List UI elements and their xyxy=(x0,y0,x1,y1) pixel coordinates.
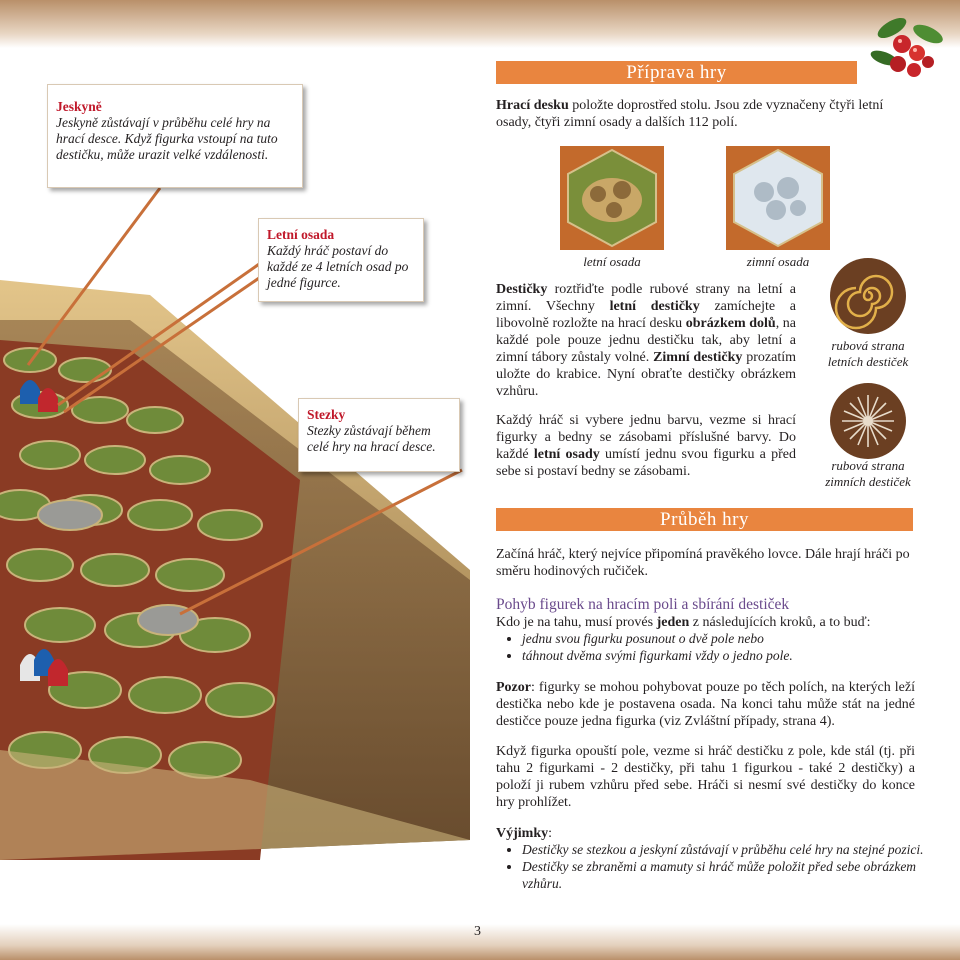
text: umístí jednu svou figurku a před sebe si postaví bedny se zásobami. xyxy=(496,447,796,479)
progress-turn-paragraph xyxy=(496,614,916,631)
text: , na každé pole pouze jednu destičku tak, aby letní a zimní tábory zůstaly volné. xyxy=(496,316,797,365)
bold-face-down: obrázkem dolů xyxy=(685,316,776,331)
text: rubová strana xyxy=(831,458,905,473)
berries-icon xyxy=(862,6,952,86)
callout-cave-body: Jeskyně zůstávají v průběhu celé hry na hrací desce. Když figurka vstoupí na tuto destičku, může urazit velké vzdálenosti. xyxy=(56,115,278,162)
caption-summer-back xyxy=(808,338,928,370)
bold-summer-tiles: letní destičky xyxy=(609,299,700,314)
text: zimních destiček xyxy=(825,474,911,489)
prep-intro-bold: Hrací desku xyxy=(496,98,569,113)
text: prozatím uložte do krabice. Nyní obraťte destičky obrázkem vzhůru. xyxy=(496,350,796,399)
callout-cave-title: Jeskyně xyxy=(56,99,102,114)
text: z následujících kroků, a to buď: xyxy=(689,615,871,630)
top-decor-band xyxy=(0,0,960,48)
text: letních destiček xyxy=(827,354,909,369)
text: zamíchejte a libovolně rozložte na hrací desku xyxy=(496,299,797,331)
list-item: • Destičky se zbraněmi a mamuty si hráč může položit před sebe obrázkem vzhůru. xyxy=(522,858,934,892)
exceptions-heading xyxy=(496,825,915,842)
caption-winter-settlement: zimní osada xyxy=(746,254,810,269)
caution-paragraph xyxy=(496,679,915,730)
leave-field-paragraph: Když figurka opouští pole, vezme si hráč destičku z pole, kde stál (tj. při tahu 2 figurkami - 2 destičky, při tahu 1 figurkou - také 2 destičky) a položí ji rubem vzhůru před sebe. Hráči si nesmí své destičky do konce hry prohlížet. xyxy=(496,744,915,810)
bold-caution: Pozor xyxy=(496,680,531,695)
callout-summer-title: Letní osada xyxy=(267,227,335,242)
progress-intro: Začíná hráč, který nejvíce připomíná pravěkého lovce. Dále hrají hráči po směru hodinových ručiček. xyxy=(496,547,910,579)
list-item: • Destičky se stezkou a jeskyní zůstávají v průběhu celé hry na stejné pozici. xyxy=(522,841,934,858)
prep-intro-text: položte doprostřed stolu. Jsou zde vyznačeny čtyři letní osady, čtyři zimní osady a dalších 112 polí. xyxy=(496,98,884,130)
callout-paths-title: Stezky xyxy=(307,407,346,422)
prep-player-paragraph xyxy=(496,412,796,480)
list-item: • jednu svou figurku posunout o dvě pole nebo xyxy=(522,630,932,647)
summer-settlement-tile-image xyxy=(560,146,664,250)
callout-paths-body: Stezky zůstávají během celé hry na hrací desce. xyxy=(307,423,436,454)
text: : xyxy=(548,826,553,841)
list-item: • táhnout dvěma svými figurkami vždy o jedno pole. xyxy=(522,647,932,664)
caption-winter-back xyxy=(808,458,928,490)
bold-one: jeden xyxy=(656,615,690,630)
winter-tile-back-icon xyxy=(828,381,908,461)
text: rubová strana xyxy=(831,338,905,353)
callout-summer-settlement xyxy=(258,218,424,302)
text: roztřiďte podle rubové strany na letní a zimní. Všechny xyxy=(496,282,796,314)
bold-summer-settlement: letní osady xyxy=(533,447,600,462)
winter-settlement-tile-image xyxy=(726,146,830,250)
text: : figurky se mohou pohybovat pouze po těch polích, na kterých leží destička nebo kde je postavena osada. Na konci tahu může stát na jedné destičce pouze jedna figurka (viz Zvláštní případy, strana 4). xyxy=(496,680,915,729)
callout-cave xyxy=(47,84,303,188)
text: Každý hráč si vybere jednu barvu, vezme si hrací figurky a bedny se zásobami příslušné barvy. Do každé xyxy=(496,413,796,462)
game-board-illustration xyxy=(0,280,470,860)
caption-summer-settlement: letní osada xyxy=(583,254,641,269)
summer-tile-back-icon xyxy=(828,256,908,336)
bold-exceptions: Výjimky xyxy=(496,826,549,841)
bold-tiles: Destičky xyxy=(496,282,548,297)
move-options-list xyxy=(504,630,932,664)
exceptions-list xyxy=(504,841,934,892)
section-title-progress: Průběh hry xyxy=(496,508,913,531)
callout-summer-body: Každý hráč postaví do každé ze 4 letních osad po jedné figurce. xyxy=(267,243,409,290)
section-title-preparation: Příprava hry xyxy=(496,61,857,84)
text: Kdo je na tahu, musí provés xyxy=(496,615,657,630)
progress-subheading: Pohyb figurek na hracím poli a sbírání destiček xyxy=(496,596,790,613)
prep-intro xyxy=(496,97,916,131)
bold-winter-tiles: Zimní destičky xyxy=(653,350,743,365)
prep-tiles-paragraph xyxy=(496,281,796,400)
page-number: 3 xyxy=(474,924,481,939)
callout-paths xyxy=(298,398,460,472)
